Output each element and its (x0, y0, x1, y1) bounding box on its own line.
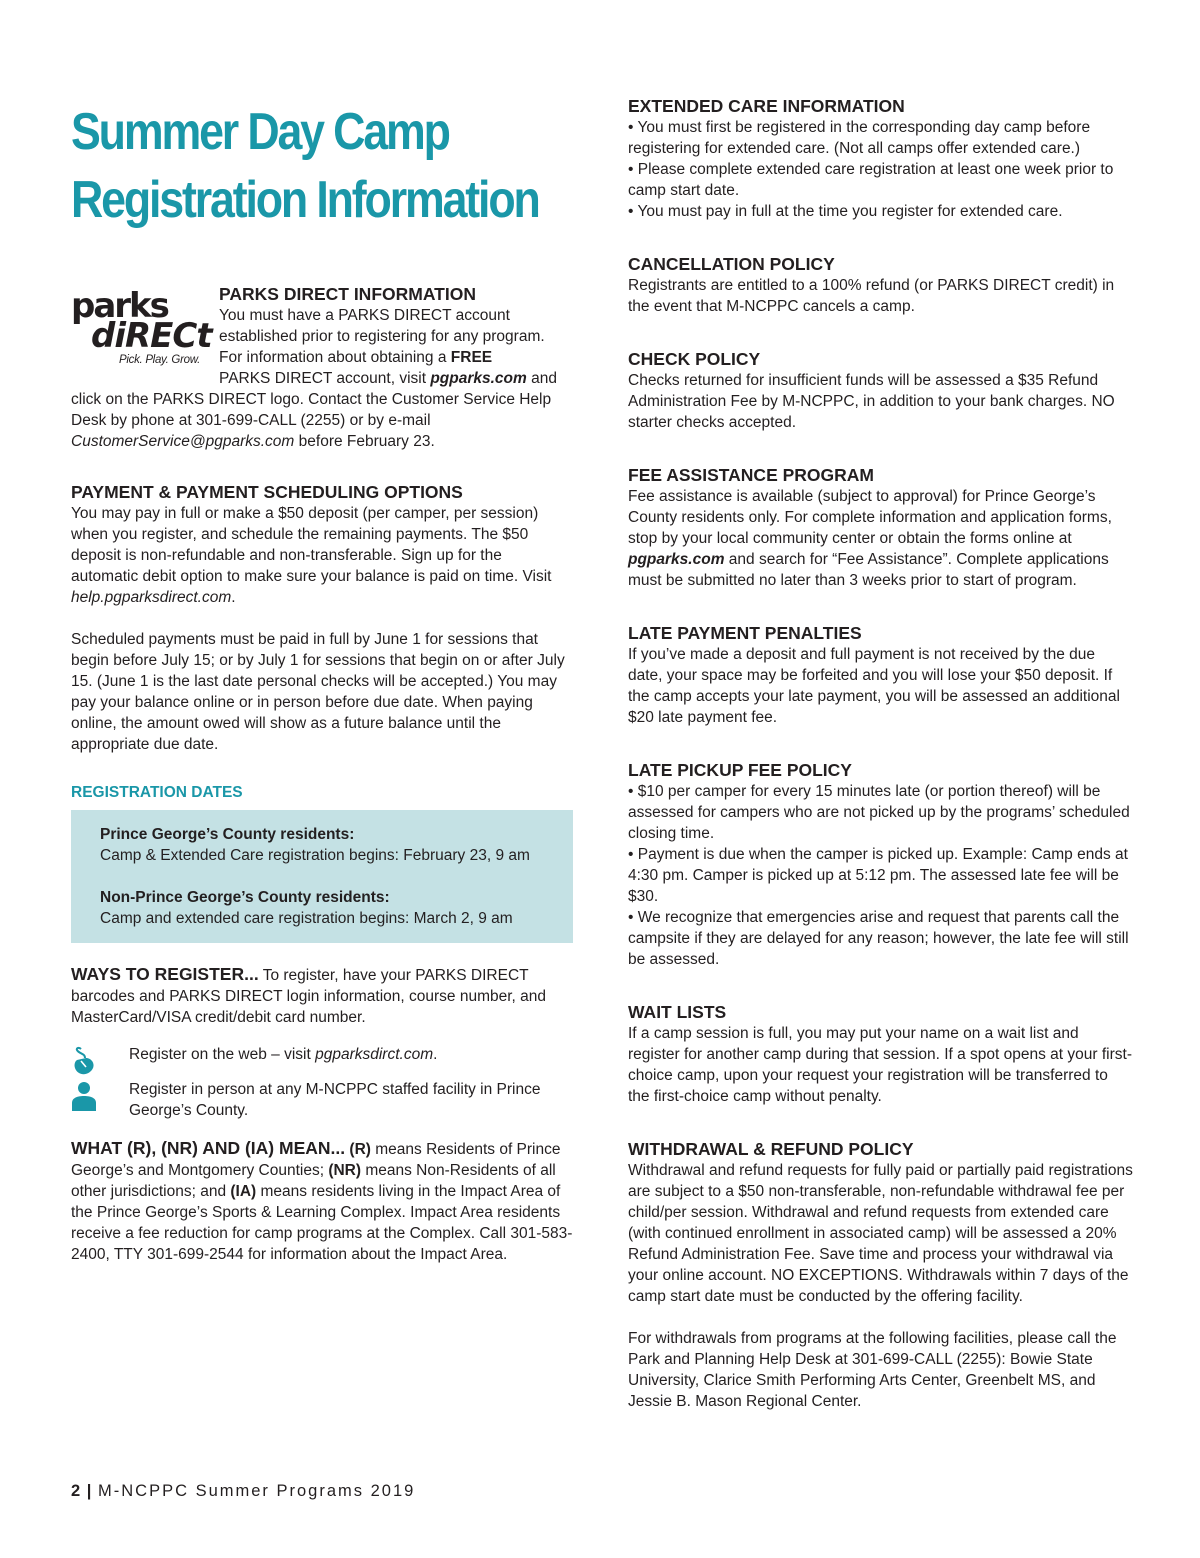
parks-direct-section: parks diRECt Pick. Play. Grow. PARKS DIRECT INFORMATION You must have a PARKS DIRECT account established prior to registering for any program. For information about obtaining a FREE PARKS DIRECT account, visit pgparks.com and click on the PARKS DIRECT logo. Contact the Customer Service Help Desk by phone at 301-699-CALL (2255) or by e-mail CustomerService@pgparks.com before February 23. (71, 283, 573, 452)
payment-section: PAYMENT & PAYMENT SCHEDULING OPTIONS You may pay in full or make a $50 deposit (per camper, per session) when you register, and schedule the remaining payments. The $50 deposit is non-refundable and non-transferable. Sign up for the automatic debit option to make sure your balance is paid on time. Visit help.pgparksdirect.com. Scheduled payments must be paid in full by June 1 for sessions that begin before July 15; or by July 1 for sessions that begin on or after July 15. (June 1 is the last date personal checks will be accepted.) You may pay your balance online or in person before due date. When paying online, the amount owed will show as a future balance until the appropriate due date. (71, 481, 573, 755)
extended-care-section: EXTENDED CARE INFORMATION • You must first be registered in the corresponding day camp before registering for extended care. (Not all camps offer extended care.) • Please complete extended care registration at least one week prior to camp start date. • You must pay in full at the time you register for extended care. (628, 95, 1133, 222)
register-web-item: Register on the web – visit pgparksdirct.com. (71, 1044, 573, 1065)
check-policy-heading: CHECK POLICY (628, 349, 761, 369)
page-title: Summer Day Camp Registration Information (71, 103, 539, 229)
right-column (628, 95, 1133, 1443)
cancellation-section: CANCELLATION POLICY Registrants are entitled to a 100% refund (or PARKS DIRECT credit) in the event that M-NCPPC cancels a camp. (628, 253, 1133, 317)
page-footer: 2 | M-NCPPC Summer Programs 2019 (71, 1482, 416, 1500)
late-pickup-heading: LATE PICKUP FEE POLICY (628, 760, 852, 780)
registration-dates-box: Prince George’s County residents: Camp & Extended Care registration begins: February 23, 9 am Non-Prince George’s County residents: Camp and extended care registration begins: March 2, 9 am (71, 810, 573, 943)
withdrawal-heading: WITHDRAWAL & REFUND POLICY (628, 1139, 914, 1159)
register-in-person-item: Register in person at any M-NCPPC staffed facility in Prince George’s County. (71, 1079, 573, 1121)
meanings-heading: WHAT (R), (NR) AND (IA) MEAN... (71, 1138, 346, 1158)
customer-service-email-link[interactable]: CustomerService@pgparks.com (71, 433, 295, 450)
pgparks-fee-link[interactable]: pgparks.com (628, 551, 725, 568)
page-number: 2 (71, 1482, 81, 1500)
late-payment-heading: LATE PAYMENT PENALTIES (628, 623, 862, 643)
late-pickup-section: LATE PICKUP FEE POLICY • $10 per camper for every 15 minutes late (or portion thereof) will be assessed for campers who are not picked up by the programs’ scheduled closing time. • Payment is due when the camper is picked up. Example: Camp ends at 4:30 pm. Camper is picked up at 5:12 pm. The assessed late fee will be $30. • We recognize that emergencies arise and request that parents call the campsite if they are delayed for any reason; however, the late fee will still be assessed. (628, 759, 1133, 970)
help-pgparksdirect-link[interactable]: help.pgparksdirect.com (71, 589, 232, 606)
fee-assistance-heading: FEE ASSISTANCE PROGRAM (628, 465, 874, 485)
extended-care-heading: EXTENDED CARE INFORMATION (628, 96, 905, 116)
left-column (71, 283, 573, 1294)
withdrawal-section: WITHDRAWAL & REFUND POLICY Withdrawal and refund requests for fully paid or partially paid registrations are subject to a $50 non-transferable, non-refundable withdrawal fee per child/per session. Withdrawal and refund requests from extended care (with continued enrollment in associated camp) will be assessed a 20% Refund Administration Fee. Save time and process your withdrawal via your online account. NO EXCEPTIONS. Withdrawals within 7 days of the camp start date must be conducted by the offering facility. For withdrawals from programs at the following facilities, please call the Park and Planning Help Desk at 301-699-CALL (2255): Bowie State University, Clarice Smith Performing Arts Center, Greenbelt MS, and Jessie B. Mason Regional Center. (628, 1139, 1133, 1410)
fee-assistance-section: FEE ASSISTANCE PROGRAM Fee assistance is available (subject to approval) for Prince George’s County residents only. For complete information and application forms, stop by your local community center or obtain the forms online at pgparks.com and search for “Fee Assistance”. Complete applications must be submitted no later than 3 weeks prior to start of program. (628, 464, 1133, 591)
wait-lists-section: WAIT LISTS If a camp session is full, you may put your name on a wait list and register for another camp during that session. If a spot opens at your first-choice camp, upon your request your registration will be transferred to the first-choice camp without penalty. (628, 1002, 1132, 1105)
parks-direct-logo: parks diRECt Pick. Play. Grow. (71, 286, 212, 366)
ways-to-register-section: WAYS TO REGISTER... To register, have your PARKS DIRECT barcodes and PARKS DIRECT login information, course number, and MasterCard/VISA credit/debit card number. Register on the web – visit pgparksdirct.com. Register in person at any M-NCPPC staffed facility in Prince George’s County. (71, 963, 573, 1121)
wait-lists-heading: WAIT LISTS (628, 1002, 727, 1022)
registration-dates-label: REGISTRATION DATES (71, 784, 243, 801)
ways-heading: WAYS TO REGISTER... (71, 964, 259, 984)
payment-heading: PAYMENT & PAYMENT SCHEDULING OPTIONS (71, 482, 463, 502)
registration-dates-section (71, 784, 573, 943)
mouse-icon (71, 1046, 97, 1076)
meanings-section: WHAT (R), (NR) AND (IA) MEAN... (R) means Residents of Prince George’s and Montgomery Counties; (NR) means Non-Residents of all other jurisdictions; and (IA) means residents living in the Impact Area of the Prince George’s Sports & Learning Complex. Impact Area residents receive a fee reduction for camp programs at the Complex. Call 301-583-2400, TTY 301-699-2544 for information about the Impact Area. (71, 1138, 573, 1263)
check-policy-section: CHECK POLICY Checks returned for insufficient funds will be assessed a $35 Refund Administration Fee by M-NCPPC, in addition to your bank charges. NO starter checks accepted. (628, 348, 1133, 433)
cancellation-heading: CANCELLATION POLICY (628, 254, 835, 274)
pgparksdirct-link[interactable]: pgparksdirct.com (315, 1046, 434, 1063)
person-icon (71, 1081, 97, 1111)
pgparks-link[interactable]: pgparks.com (430, 370, 527, 387)
parks-direct-heading: PARKS DIRECT INFORMATION (219, 284, 476, 304)
late-payment-section: LATE PAYMENT PENALTIES If you’ve made a deposit and full payment is not received by the due date, your space may be forfeited and you will lose your $50 deposit. If the camp accepts your late payment, you will be assessed an additional $20 late payment fee. (628, 622, 1133, 728)
